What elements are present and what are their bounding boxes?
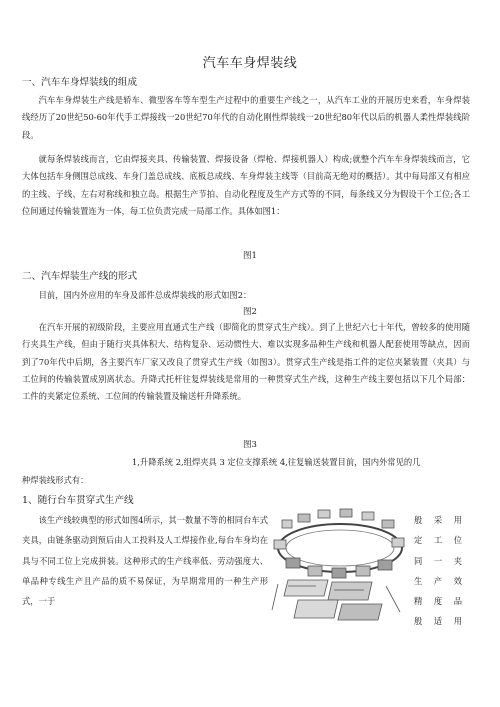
right-col-line: 定 工 位 <box>414 535 462 546</box>
right-col-line: 般 采 用 <box>414 515 462 525</box>
section-heading-forms: 二、汽车焊装生产线的形式 <box>22 271 138 282</box>
paragraph-trolley-right <box>414 510 462 632</box>
right-col-line: 般适用 <box>414 616 462 627</box>
right-col-line: 生 产 效 <box>414 575 462 586</box>
right-col-line: 精 度 品 <box>414 596 462 607</box>
paragraph-through-line: 在汽车开展的初级阶段，主要应用直通式生产线（即简化的贯穿式生产线）。到了上世纪六七十年代，曾较多的使用随行夹具生产线，但由于随行夹具体积大、结构复杂、运动惯性大、难以实现多品种生产线和机器人配套使用等缺点，因而到了70年代中后期，各主要汽车厂家又改良了贯穿式生产线（如图3）。贯穿式生产线是指工件的定位夹紧装置（夹具）与工位间的传输装置成别离状态。升降式托杆往复焊装线是常用的一种贯穿式生产线，这种生产线主要包括以下几个局部：工件的夹紧定位系统、工位间的传输装置及输送杆升降系统。 <box>22 322 470 402</box>
paragraph-trolley-left: 该生产线较典型的形式如图4所示，其一数量不等的相同台车式夹具，由链条驱动到预后由人工投料及人工焊接作业,每台车身均在具与不同工位上完成拼装。这种形式的生产线率低、劳动强度大、单品种专线生产且产品的质不易保证，为早期常用的一种生产形式，一于 <box>22 515 268 607</box>
figure-2-caption: 图2 <box>243 307 257 317</box>
right-col-line: 同 一 夹 <box>414 555 462 566</box>
figure-1-caption: 图1 <box>243 251 257 261</box>
paragraph-forms-intro: 目前，国内外应用的车身及部件总成焊装线的形式如图2： <box>38 290 252 300</box>
paragraph-history: 汽车车身焊装生产线是轿车、微型客车等车型生产过程中的重要生产线之一，从汽车工业的开展历史来看，车身焊装线经历了20世纪50-60年代手工焊接线一20世纪70年代的自动化刚性焊装线一20世纪80年代以后的机器人柔性焊装线阶段。 <box>22 95 470 140</box>
section-heading-composition: 一、汽车车身焊装线的组成 <box>22 77 138 88</box>
subheading-trolley-line: 1、随行台车贯穿式生产线 <box>22 495 134 506</box>
paragraph-line-structure: 就每条焊装线而言，它由焊接夹具、传输装置、焊接设备（焊枪、焊接机器人）构成;就整个汽车车身焊装线而言，它大体包括车身侧围总成线、车身门盖总成线、底板总成线、车身焊装主线等（目前高无绝对的概括）。其中每局部又有相应的主线、子线、左右对称线和独立岛。根据生产节拍、自动化程度及生产方式等的不同，每条线又分为假设干个工位;各工位间通过传输装置连为一体，每工位负责完成一局部工作。具体如图1： <box>22 154 470 216</box>
figure-3-legend: 1,升降系统 2,组焊夹具 3 定位支撑系统 4,往复输送装置目前，国内外常见的几 <box>132 457 421 467</box>
figure-3-legend-continued: 种焊装线形式有： <box>22 475 89 485</box>
document-title: 汽车车身焊装线 <box>202 56 298 71</box>
figure-3-caption: 图3 <box>243 440 257 450</box>
figure-4-production-line-image <box>268 500 410 622</box>
